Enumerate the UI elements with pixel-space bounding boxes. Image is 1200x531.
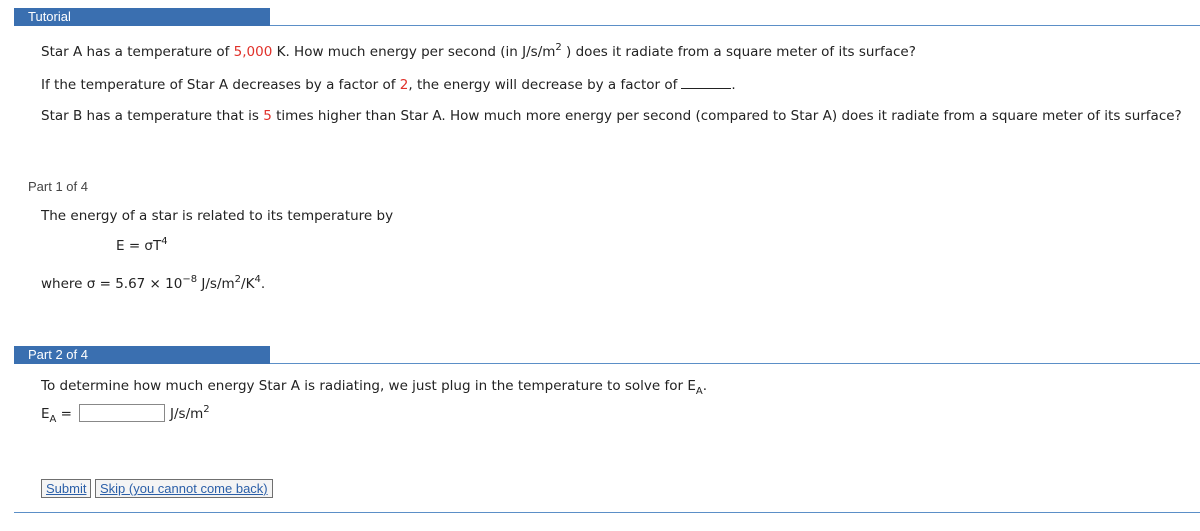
decrease-factor: 2 <box>399 77 409 93</box>
answer-blank <box>681 76 731 89</box>
part-1-intro: The energy of a star is related to its temperature by <box>41 208 394 224</box>
skip-button[interactable]: Skip (you cannot come back) <box>95 479 273 498</box>
part-2-intro: To determine how much energy Star A is radiating, we just plug in the temperature to solve for $E_A$. <box>41 378 708 397</box>
question-2: If the temperature of Star A decreases by a factor of 2, the energy will decrease by a factor of . <box>41 77 736 93</box>
part-2-header <box>14 346 270 364</box>
part-2-rule <box>270 363 1200 364</box>
bottom-rule <box>14 512 1200 513</box>
submit-button[interactable]: Submit <box>41 479 91 498</box>
star-a-temperature: 5,000 <box>233 44 273 60</box>
tutorial-header <box>14 8 270 26</box>
part-1-title: Part 1 of 4 <box>28 179 88 194</box>
star-b-factor: 5 <box>263 108 272 124</box>
part-2-title: Part 2 of 4 <box>28 347 88 362</box>
energy-a-label: $E_A$ = <box>41 406 72 425</box>
tutorial-label: Tutorial <box>28 9 71 24</box>
energy-unit: $J/s/m^2$ <box>170 404 210 422</box>
sigma-definition: where $\sigma = 5.67 \times 10^{-8}$ $J/s/m^2/K^4$. <box>41 274 266 292</box>
question-3: Star B has a temperature that is 5 times higher than Star A. How much more energy per second (compared to Star A) does it radiate from a square meter of its surface? <box>41 108 1182 124</box>
energy-a-input[interactable] <box>79 404 165 422</box>
header-rule <box>270 25 1200 26</box>
energy-equation: $E = \sigma T^4$ <box>116 236 168 254</box>
question-1: Star A has a temperature of 5,000 K. How much energy per second (in $J/s/m^2$ ) does it radiate from a square meter of its surface? <box>41 42 916 60</box>
